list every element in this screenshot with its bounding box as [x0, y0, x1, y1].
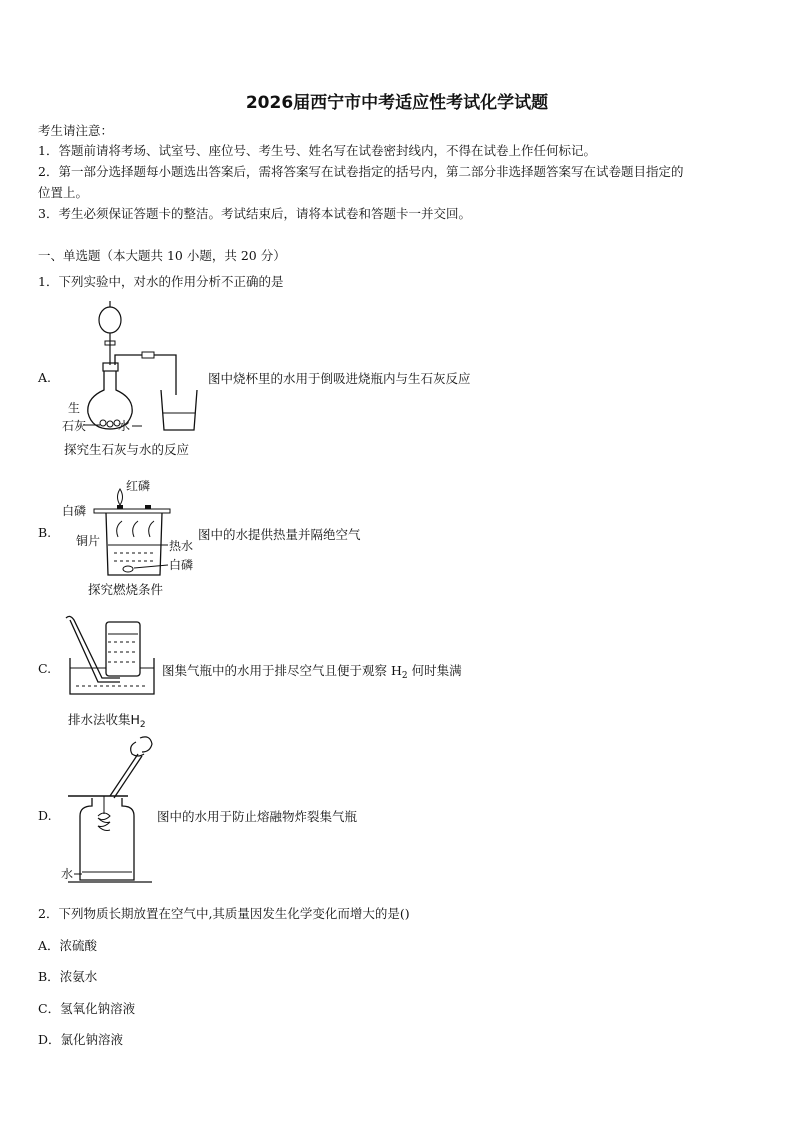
notice-item-3: 3．考生必须保证答题卡的整洁。考试结束后，请将本试卷和答题卡一并交回。 — [38, 206, 471, 221]
q1-option-d-label-1: 水 — [61, 867, 74, 881]
q1-option-a-label-1: 生 — [68, 401, 81, 415]
q1-option-b-label-2: 白磷 — [62, 504, 87, 518]
q2-option-d — [38, 1030, 123, 1048]
q2-option-d-text: 氯化钠溶液 — [60, 1032, 124, 1047]
q2-option-a-text: 浓硫酸 — [59, 938, 98, 953]
q1-option-c-desc — [162, 661, 462, 681]
q1-option-b-label-4: 热水 — [169, 539, 194, 553]
q2-option-c — [38, 999, 135, 1017]
q1-option-b-figure — [60, 475, 200, 580]
q2-option-b — [38, 967, 97, 985]
q1-option-c-letter: C. — [38, 661, 52, 676]
q1-option-c-caption — [68, 710, 146, 730]
q1-option-b-label-5: 白磷 — [169, 558, 194, 572]
q2-option-c-text: 氢氧化钠溶液 — [60, 1001, 136, 1016]
q1-option-a-letter: A. — [38, 370, 52, 385]
q1-option-a-label-3: 水 — [118, 419, 131, 433]
q1-option-b-caption: 探究燃烧条件 — [88, 582, 164, 597]
notice-item-1: 1．答题前请将考场、试室号、座位号、考生号、姓名写在试卷密封线内，不得在试卷上作任何标记。 — [38, 143, 596, 158]
section-heading: 一、单选题（本大题共 10 小题，共 20 分） — [38, 248, 286, 263]
q2-option-b-letter: B． — [38, 969, 60, 984]
q1-option-a-caption: 探究生石灰与水的反应 — [64, 442, 190, 457]
q1-option-b-desc: 图中的水提供热量并隔绝空气 — [198, 527, 361, 542]
notice-item-2: 2．第一部分选择题每小题选出答案后，需将答案写在试卷指定的括号内，第二部分非选择题答案写在试卷题目指定的 — [38, 164, 684, 179]
q1-option-c-desc-sub: 2 — [401, 671, 408, 681]
notice-item-2-cont: 位置上。 — [38, 185, 89, 200]
q1-option-b-label-1: 红磷 — [126, 479, 151, 493]
q1-option-a-desc: 图中烧杯里的水用于倒吸进烧瓶内与生石灰反应 — [208, 371, 471, 386]
q2-option-a-letter: A． — [38, 938, 60, 953]
q1-option-c-desc-tail: 何时集满 — [407, 663, 462, 678]
q1-option-a-label-2: 石灰 — [62, 419, 87, 433]
page-title: 2026届西宁市中考适应性考试化学试题 — [245, 93, 549, 113]
q2-option-b-text: 浓氨水 — [59, 969, 98, 984]
q2-option-c-letter: C． — [38, 1001, 61, 1016]
q2-stem: 2．下列物质长期放置在空气中,其质量因发生化学变化而增大的是() — [38, 906, 410, 921]
q1-stem: 1．下列实验中，对水的作用分析不正确的是 — [38, 274, 284, 289]
q1-option-d-desc: 图中的水用于防止熔融物炸裂集气瓶 — [157, 809, 358, 824]
q1-option-c-figure — [62, 612, 162, 700]
q2-option-a — [38, 936, 97, 954]
q1-option-d-figure — [58, 732, 158, 890]
q1-option-d-letter: D. — [38, 808, 52, 823]
q1-option-a-figure — [58, 295, 208, 440]
q1-option-b-letter: B. — [38, 525, 52, 540]
q1-option-c-caption-sub: 2 — [139, 720, 146, 730]
q2-option-d-letter: D． — [38, 1032, 61, 1047]
q1-option-c-desc-text: 图集气瓶中的水用于排尽空气且便于观察 H — [162, 663, 402, 678]
notice-heading: 考生请注意： — [38, 123, 114, 138]
q1-option-c-caption-text: 排水法收集H — [68, 712, 140, 727]
q1-option-b-label-3: 铜片 — [76, 534, 101, 548]
